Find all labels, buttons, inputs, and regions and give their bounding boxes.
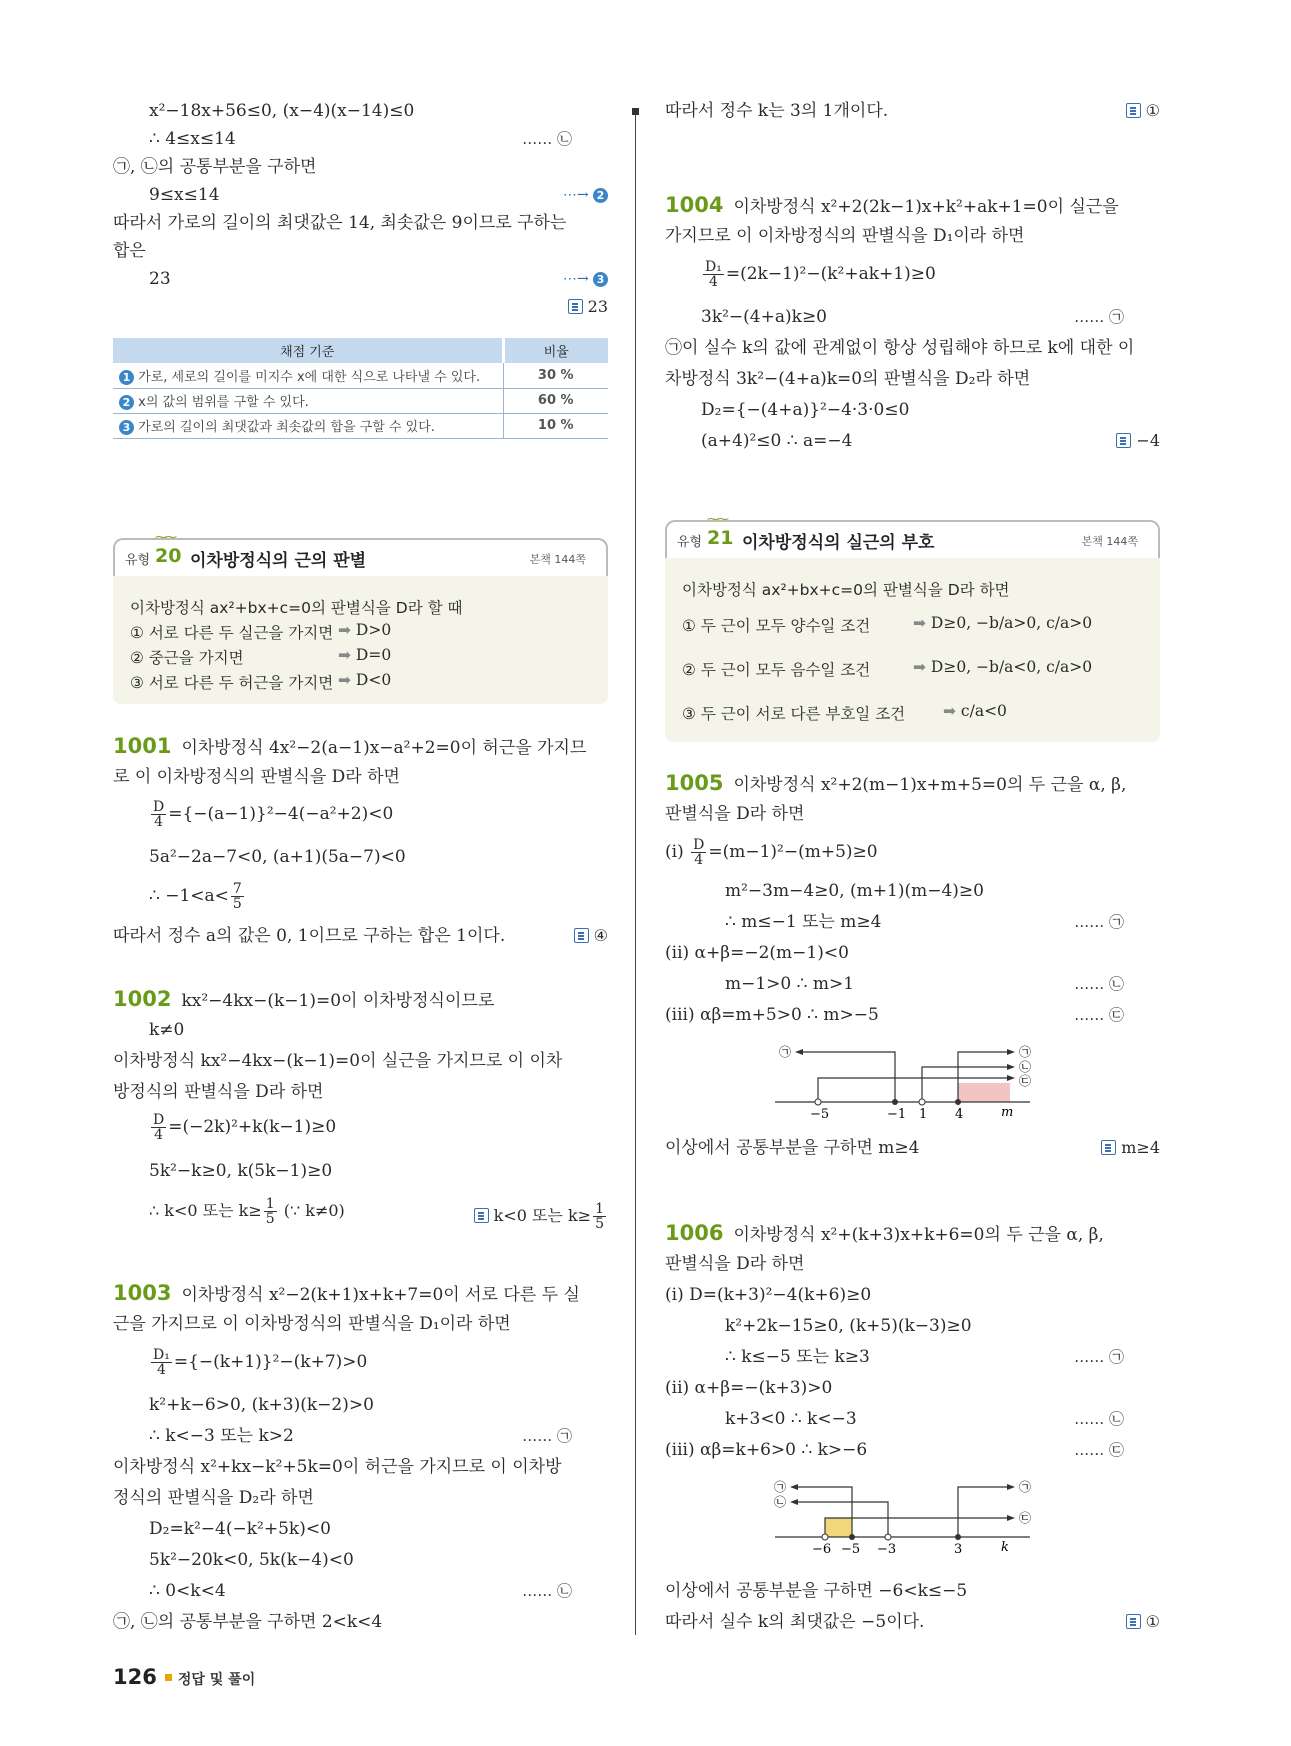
tick-label: −1	[887, 1107, 907, 1120]
equation-line	[149, 1113, 336, 1142]
criteria-text: x의 값의 범위를 구할 수 있다.	[138, 395, 309, 410]
denominator: 4	[694, 852, 704, 868]
problem-number: 1006	[665, 1221, 724, 1245]
step-number: 3	[593, 272, 608, 287]
answer	[1126, 1611, 1160, 1633]
problem-1006	[665, 1222, 1104, 1246]
equation-note: (∵ k≠0)	[283, 1201, 345, 1220]
arrow-right-icon: ➡	[943, 702, 961, 720]
type-number: 21	[707, 527, 734, 549]
text-line: 23	[149, 269, 171, 289]
arrow-left-icon	[790, 1484, 798, 1490]
text-line: k+3<0 ∴ k<−3	[725, 1409, 857, 1429]
summary-condition	[913, 614, 1092, 632]
denominator: 4	[154, 814, 164, 830]
problem-number: 1003	[113, 1281, 172, 1305]
fraction	[151, 1348, 172, 1377]
equation-line	[701, 260, 936, 289]
column-divider-dot	[632, 108, 639, 115]
page-number: 126	[113, 1665, 157, 1689]
answer-value: 23	[587, 297, 608, 316]
text-line: ∴ k<−3 또는 k>2	[149, 1426, 294, 1446]
zigzag-icon: ⁓⁓	[707, 512, 727, 526]
criteria-number: 1	[119, 370, 134, 385]
criteria-text: 가로, 세로의 길이를 미지수 x에 대한 식으로 나타낼 수 있다.	[138, 369, 481, 385]
text-line: ∴ k≤−5 또는 k≥3	[725, 1347, 870, 1367]
text-line: D₂={−(4+a)}²−4·3·0≤0	[701, 400, 910, 420]
summary-line: ① 두 근이 모두 양수일 조건	[682, 617, 871, 635]
type-label: 유형	[677, 535, 703, 550]
table-cell	[113, 413, 503, 438]
text-line: 이차방정식 x²+kx−k²+5k=0이 허근을 가지므로 이 이차방	[113, 1457, 562, 1477]
table-row	[113, 363, 608, 388]
text-line: ∴ 4≤x≤14	[149, 129, 236, 149]
criteria-ratio: 60 %	[503, 388, 608, 413]
type-number: 20	[155, 545, 182, 567]
type-label: 유형	[125, 553, 151, 568]
fraction	[151, 1113, 166, 1142]
fraction	[264, 1197, 277, 1226]
summary-line: ① 서로 다른 두 실근을 가지면	[130, 624, 334, 642]
equation-text: ∴ k<0 또는 k≥	[149, 1201, 262, 1220]
arrow-right-icon	[1007, 1064, 1015, 1070]
range-line	[958, 1487, 1010, 1537]
answer-icon	[1101, 1140, 1116, 1155]
text-line: ㉠, ㉡의 공통부분을 구하면 2<k<4	[113, 1612, 383, 1632]
text-line: 정식의 판별식을 D₂라 하면	[113, 1488, 314, 1508]
text-line: 이차방정식 x²+(k+3)x+k+6=0의 두 근을 α, β,	[733, 1225, 1104, 1245]
text-line: 따라서 정수 a의 값은 0, 1이므로 구하는 합은 1이다.	[113, 926, 506, 946]
text-line: k²+2k−15≥0, (k+5)(k−3)≥0	[725, 1316, 972, 1336]
tag-marker: …… ㉠	[522, 1427, 572, 1445]
type-ref: 본책 144쪽	[1081, 535, 1138, 548]
answer	[574, 925, 608, 947]
tick-label: −3	[877, 1542, 897, 1555]
summary-condition	[943, 702, 1007, 720]
fraction	[231, 882, 244, 911]
grading-table	[113, 338, 608, 439]
footer-title: 정답 및 풀이	[177, 1672, 256, 1688]
problem-number: 1001	[113, 734, 172, 758]
equation-line	[149, 1197, 345, 1226]
type-title: 이차방정식의 실근의 부호	[742, 533, 935, 553]
text-line: 이차방정식 4x²−2(a−1)x−a²+2=0이 허근을 가지므	[181, 738, 587, 758]
text-line: 3k²−(4+a)k≥0	[701, 307, 827, 327]
range-label: ㉡	[774, 1495, 787, 1509]
condition-text: D<0	[355, 671, 392, 689]
common-region	[958, 1083, 1010, 1102]
range-label: ㉠	[779, 1045, 792, 1059]
equation-text: ∴ −1<a<	[149, 886, 229, 906]
answer	[1101, 1137, 1160, 1159]
numerator: D	[153, 799, 165, 815]
criteria-number: 2	[119, 395, 134, 410]
closed-point	[955, 1534, 961, 1540]
text-line: 가지므로 이 이차방정식의 판별식을 D₁이라 하면	[665, 226, 1025, 246]
fraction	[703, 260, 724, 289]
text-line: (ii) α+β=−(k+3)>0	[665, 1378, 833, 1398]
range-label: ㉠	[1019, 1045, 1032, 1059]
text-line: 이상에서 공통부분을 구하면 −6<k≤−5	[665, 1581, 968, 1601]
arrow-left-icon	[795, 1049, 803, 1055]
text-line: 5a²−2a−7<0, (a+1)(5a−7)<0	[149, 847, 406, 867]
text-line: 이차방정식 x²+2(m−1)x+m+5=0의 두 근을 α, β,	[733, 775, 1127, 795]
equation-line	[149, 1348, 367, 1377]
denominator: 5	[232, 896, 242, 912]
condition-text: D=0	[355, 646, 392, 664]
summary-box	[665, 558, 1160, 742]
answer-icon	[1126, 103, 1141, 118]
text-line: (iii) αβ=k+6>0 ∴ k>−6	[665, 1440, 868, 1460]
closed-point	[892, 1099, 898, 1105]
problem-1001	[113, 735, 586, 759]
text-line: 이차방정식 x²−2(k+1)x+k+7=0이 서로 다른 두 실	[181, 1285, 580, 1305]
text-line: 근을 가지므로 이 이차방정식의 판별식을 D₁이라 하면	[113, 1314, 511, 1334]
arrow-right-icon	[1007, 1515, 1015, 1521]
equation-text: ={−(a−1)}²−4(−a²+2)<0	[168, 804, 394, 824]
summary-line: ② 두 근이 모두 음수일 조건	[682, 661, 871, 679]
numerator: 1	[265, 1196, 275, 1212]
text-line: (i) D=(k+3)²−4(k+6)≥0	[665, 1285, 872, 1305]
type-header	[665, 512, 1160, 558]
denominator: 4	[156, 1362, 166, 1378]
summary-line: ② 중근을 가지면	[130, 649, 244, 667]
answer-icon	[574, 928, 589, 943]
numerator: D	[153, 1112, 165, 1128]
tick-label: 3	[954, 1542, 963, 1555]
condition-text: D≥0, −b/a<0, c/a>0	[930, 658, 1093, 676]
text-line: 이차방정식 x²+2(2k−1)x+k²+ak+1=0이 실근을	[733, 197, 1119, 217]
criteria-number: 3	[119, 420, 134, 435]
open-point	[885, 1534, 891, 1540]
equation-text: ={−(k+1)}²−(k+7)>0	[173, 1352, 368, 1372]
table-row	[113, 413, 608, 438]
range-label: ㉢	[1019, 1074, 1032, 1088]
text-line: 방정식의 판별식을 D라 하면	[113, 1082, 324, 1102]
open-point	[822, 1534, 828, 1540]
numerator: 7	[232, 881, 242, 897]
type-ref: 본책 144쪽	[529, 553, 586, 566]
criteria-text: 가로의 길이의 최댓값과 최솟값의 합을 구할 수 있다.	[138, 420, 435, 435]
criteria-ratio: 30 %	[503, 363, 608, 388]
fraction	[593, 1202, 606, 1231]
arrow-right-icon	[1007, 1075, 1015, 1081]
numerator: 1	[595, 1201, 604, 1217]
text-line: 판별식을 D라 하면	[665, 1254, 805, 1274]
answer	[474, 1202, 608, 1231]
problem-number: 1002	[113, 987, 172, 1011]
tick-label: 1	[919, 1107, 928, 1120]
text-line: ∴ 0<k<4	[149, 1581, 226, 1601]
range-label: ㉢	[1019, 1511, 1032, 1525]
grading-header-ratio: 비율	[503, 338, 608, 363]
case-label: (i)	[665, 842, 684, 862]
text-line: 차방정식 3k²−(4+a)k=0의 판별식을 D₂라 하면	[665, 369, 1031, 389]
answer	[1116, 430, 1160, 452]
grading-header-criteria: 채점 기준	[113, 338, 503, 363]
problem-number: 1004	[665, 193, 724, 217]
answer-value: ①	[1145, 1612, 1160, 1631]
criteria-ratio: 10 %	[503, 413, 608, 438]
type-title: 이차방정식의 근의 판별	[190, 551, 367, 571]
answer-icon	[1116, 433, 1131, 448]
denominator: 5	[595, 1216, 604, 1232]
answer-icon	[1126, 1614, 1141, 1629]
open-point	[919, 1099, 925, 1105]
range-label: ㉡	[1019, 1060, 1032, 1074]
answer-value: m≥4	[1121, 1138, 1160, 1157]
tick-label: −6	[812, 1542, 832, 1555]
fraction	[151, 800, 166, 829]
arrow-right-icon	[1007, 1484, 1015, 1490]
text-line: 로 이 이차방정식의 판별식을 D라 하면	[113, 767, 400, 787]
tick-label: 4	[955, 1107, 964, 1120]
answer	[1126, 100, 1160, 122]
text-line: 판별식을 D라 하면	[665, 804, 805, 824]
text-line: D₂=k²−4(−k²+5k)<0	[149, 1519, 331, 1539]
closed-point	[849, 1534, 855, 1540]
equation-text: =(2k−1)²−(k²+ak+1)≥0	[725, 264, 936, 284]
tag-marker: …… ㉡	[1074, 975, 1124, 993]
answer-value: −4	[1136, 431, 1160, 450]
problem-1004	[665, 194, 1119, 218]
answer-value: ④	[593, 926, 608, 945]
equation-line	[149, 800, 393, 829]
text-line: ∴ m≤−1 또는 m≥4	[725, 912, 882, 932]
text-line: x²−18x+56≤0, (x−4)(x−14)≤0	[149, 101, 415, 121]
tick-label: −5	[810, 1107, 830, 1120]
footer-square-icon	[165, 1674, 172, 1681]
answer-value: ①	[1145, 101, 1160, 120]
summary-box	[113, 576, 608, 704]
tag-marker: …… ㉠	[1074, 308, 1124, 326]
equation-line	[665, 838, 878, 867]
equation-text: =(m−1)²−(m+5)≥0	[708, 842, 878, 862]
range-label: ㉠	[1019, 1480, 1032, 1494]
numerator: D	[693, 837, 705, 853]
text-line: (a+4)²≤0 ∴ a=−4	[701, 431, 853, 451]
number-line-1005	[765, 1040, 1045, 1120]
summary-condition	[338, 671, 391, 689]
text-line: 이상에서 공통부분을 구하면 m≥4	[665, 1138, 920, 1158]
step-marker: ⋯→ 2	[563, 184, 608, 206]
problem-1003	[113, 1282, 580, 1306]
text-line: (iii) αβ=m+5>0 ∴ m>−5	[665, 1005, 879, 1025]
arrow-right-icon: ➡	[338, 671, 356, 689]
answer-value: k<0 또는 k≥	[493, 1206, 592, 1225]
step-marker: ⋯→ 3	[563, 268, 608, 290]
tag-marker: …… ㉠	[1074, 913, 1124, 931]
summary-line: ③ 서로 다른 두 허근을 가지면	[130, 674, 334, 692]
fraction	[691, 838, 706, 867]
equation-line	[149, 882, 246, 911]
problem-1002	[113, 988, 494, 1012]
arrow-right-icon: ➡	[338, 646, 356, 664]
common-region	[825, 1518, 852, 1537]
answer	[568, 296, 608, 318]
tag-marker: …… ㉢	[1074, 1006, 1124, 1024]
condition-text: D≥0, −b/a>0, c/a>0	[930, 614, 1093, 632]
text-line: 합은	[113, 241, 146, 261]
text-line: 5k²−20k<0, 5k(k−4)<0	[149, 1550, 354, 1570]
table-row	[113, 388, 608, 413]
numerator: D₁	[705, 259, 722, 275]
table-cell	[113, 388, 503, 413]
answer-icon	[568, 299, 583, 314]
text-line: k²+k−6>0, (k+3)(k−2)>0	[149, 1395, 374, 1415]
range-line	[800, 1052, 895, 1102]
closed-point	[955, 1099, 961, 1105]
summary-line: 이차방정식 ax²+bx+c=0의 판별식을 D라 하면	[682, 581, 1010, 599]
summary-condition	[338, 646, 391, 664]
condition-text: D>0	[355, 621, 392, 639]
text-line: 따라서 정수 k는 3의 1개이다.	[665, 101, 889, 121]
axis-label: m	[1001, 1105, 1014, 1120]
arrow-right-icon	[1007, 1049, 1015, 1055]
text-line: ㉠이 실수 k의 값에 관계없이 항상 성립해야 하므로 k에 대한 이	[665, 338, 1135, 358]
type-header	[113, 530, 608, 576]
equation-text: =(−2k)²+k(k−1)≥0	[168, 1117, 337, 1137]
summary-condition	[338, 621, 391, 639]
page-footer	[113, 1665, 255, 1689]
denominator: 4	[708, 274, 718, 290]
arrow-right-icon: ➡	[913, 658, 931, 676]
tag-marker: …… ㉡	[522, 1582, 572, 1600]
text-line: 5k²−k≥0, k(5k−1)≥0	[149, 1161, 333, 1181]
problem-1005	[665, 772, 1126, 796]
summary-line: ③ 두 근이 서로 다른 부호일 조건	[682, 705, 906, 723]
summary-line: 이차방정식 ax²+bx+c=0의 판별식을 D라 할 때	[130, 599, 463, 617]
problem-number: 1005	[665, 771, 724, 795]
open-point	[815, 1099, 821, 1105]
text-line: ㉠, ㉡의 공통부분을 구하면	[113, 157, 317, 177]
arrow-left-icon	[790, 1499, 798, 1505]
text-line: (ii) α+β=−2(m−1)<0	[665, 943, 849, 963]
arrow-right-icon: ➡	[913, 614, 931, 632]
axis-label: k	[1001, 1540, 1009, 1555]
step-number: 2	[593, 188, 608, 203]
numerator: D₁	[153, 1347, 170, 1363]
table-cell	[113, 363, 503, 388]
condition-text: c/a<0	[960, 702, 1007, 720]
summary-condition	[913, 658, 1092, 676]
text-line: 따라서 실수 k의 최댓값은 −5이다.	[665, 1612, 925, 1632]
arrow-right-icon: ➡	[338, 621, 356, 639]
answer-icon	[474, 1208, 489, 1223]
text-line: k≠0	[149, 1020, 185, 1040]
zigzag-icon: ⁓⁓	[155, 530, 175, 544]
range-label: ㉠	[774, 1480, 787, 1494]
text-line: kx²−4kx−(k−1)=0이 이차방정식이므로	[181, 991, 495, 1011]
text-line: m−1>0 ∴ m>1	[725, 974, 855, 994]
tag-marker: …… ㉡	[522, 130, 572, 148]
denominator: 4	[154, 1127, 164, 1143]
text-line: 따라서 가로의 길이의 최댓값은 14, 최솟값은 9이므로 구하는	[113, 213, 567, 233]
tag-marker: …… ㉡	[1074, 1410, 1124, 1428]
tick-label: −5	[841, 1542, 861, 1555]
text-line: 이차방정식 kx²−4kx−(k−1)=0이 실근을 가지므로 이 이차	[113, 1051, 563, 1071]
number-line-1006	[765, 1475, 1045, 1555]
tag-marker: …… ㉠	[1074, 1348, 1124, 1366]
denominator: 5	[265, 1211, 275, 1227]
text-line: m²−3m−4≥0, (m+1)(m−4)≥0	[725, 881, 984, 901]
tag-marker: …… ㉢	[1074, 1441, 1124, 1459]
column-divider	[635, 110, 636, 1635]
text-line: 9≤x≤14	[149, 185, 220, 205]
